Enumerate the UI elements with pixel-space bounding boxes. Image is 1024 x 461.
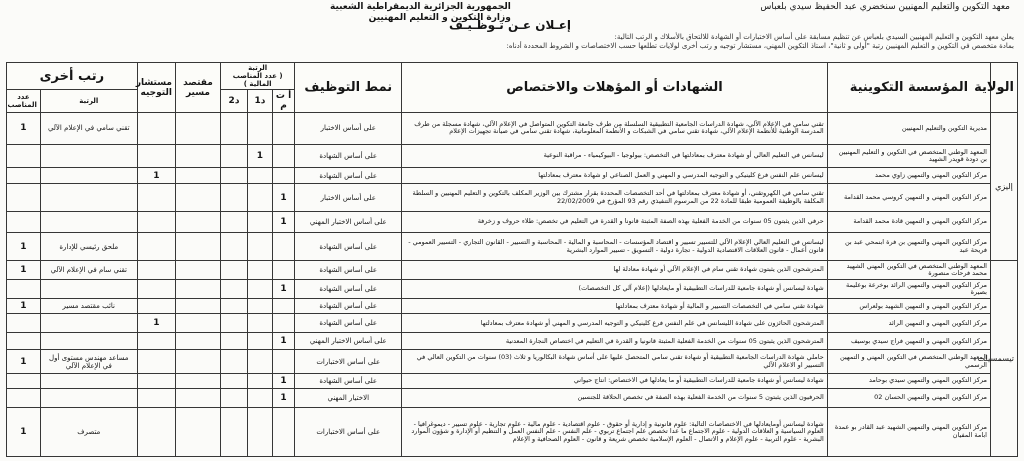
mustashar-count	[137, 144, 175, 167]
posts-count: 1	[7, 299, 41, 314]
republic-name: الجمهورية الجزائرية الديمقراطية الشعبية	[330, 2, 511, 12]
d1-count	[248, 184, 273, 212]
at-m-count	[272, 168, 295, 184]
other-rank-name	[40, 168, 137, 184]
posts-count	[7, 144, 41, 167]
other-rank-name	[40, 144, 137, 167]
posts-count	[7, 388, 41, 407]
d2-count	[220, 233, 247, 261]
qualification-cell: تقني سامي في الإعلام الآلي، شهادة الدراسات الجامعية التطبيقية السلسلة من طرف جامعة التكوين المتواصل في الإعلام الآلي، شهادة مسجلة من طرف المدرسة الوطنية للأنظمة الإعلام الآلي، شهادة تقني سامي في الشبكات و الأنظمة المعلوماتية، شهادة تقني سامي في صيانة تجهيزات الإعلام	[402, 113, 828, 145]
mode-cell: على أساس الاختبارات	[295, 350, 402, 373]
table-row	[7, 373, 1018, 388]
mode-cell: على أساس الشهادة	[295, 144, 402, 167]
at-m-count	[272, 144, 295, 167]
other-rank-name: مساعد مهندس مستوى أول في الإعلام الآلي	[40, 350, 137, 373]
intro-line-2: بمادة متخصص في التكوين و التعليم المهنيين رتبة "أولى و ثانية"، استاذ التكوين المهني، مستشار توجيه و رتب أخرى لولايات تطلعها حسب الاختصاصات و الشروط المحددة أدناه:	[506, 42, 1014, 50]
institution-cell: المعهد الوطني المتخصص في التكوين المهني الشهيد محمد فرحات منصورة	[827, 261, 990, 280]
table-row	[7, 261, 1018, 280]
qualification-cell: شهادة ليسانس أو شهادة جامعية للدراسات التطبيقية أو مايعادلها (إعلام آلي كل التخصصات)	[402, 280, 828, 299]
at-m-count	[272, 314, 295, 333]
announcement-title: إعـلان عـن تـوظـيـف	[448, 18, 572, 32]
msir-count	[175, 373, 220, 388]
posts-count	[7, 280, 41, 299]
msir-count	[175, 261, 220, 280]
d2-count	[220, 407, 247, 456]
d2-count	[220, 299, 247, 314]
at-m-count	[272, 233, 295, 261]
qualification-cell: حرفي الذين يثبتون 05 سنوات من الخدمة الفعلية بهذه الصفة المثبتة قانونا و القدرة في التعليم في تخصص: طلاء حروف و زخرفة	[402, 212, 828, 233]
recruitment-table	[6, 62, 1018, 457]
other-rank-name	[40, 280, 137, 299]
mode-cell: على أساس الشهادة	[295, 280, 402, 299]
mustashar-count	[137, 373, 175, 388]
d2-count	[220, 314, 247, 333]
rank-group-sub: ( عدد المناصب المالية )	[232, 72, 283, 88]
mode-cell: على أساس الاختبارات	[295, 407, 402, 456]
d2-count	[220, 144, 247, 167]
d1-count	[248, 350, 273, 373]
d1-count	[248, 113, 273, 145]
mode-cell: على أساس الشهادة	[295, 373, 402, 388]
ministry-name: وزارة التكوين و التعليم المهنيين	[368, 13, 511, 23]
table-row	[7, 168, 1018, 184]
qualification-cell: شهادة ليسانس أومايعادلها في الاختصاصات التالية: علوم قانونية و إدارية أو حقوق - علوم اقتصادية - علوم مالية - علوم تجارية - علوم تسيير - ديموغرافيا - العلوم السياسية و العلاقات الدولية - علوم الاجتماع ما عدا تخصص علم اجتماع تربوي - علم النفس - علم النفس العمل و التنظيم أو الإدارة و شؤون الموارد البشرية - علوم التربية - علوم الإعلام و الاتصال - العلوم الإسلامية تخصص شريعة و قانون - العلوم الصحافية و الإعلام	[402, 407, 828, 456]
qualification-cell: المترشحون الذين يثبتون 05 سنوات من الخدمة الفعلية المثبتة قانونيا و القدرة في التعليم في اختصاص النجارة المعدنية	[402, 333, 828, 350]
d1-count	[248, 233, 273, 261]
mode-cell: على أساس الشهادة	[295, 299, 402, 314]
col-institution: المؤسسة التكوينية	[827, 63, 990, 113]
at-m-count	[272, 299, 295, 314]
d2-count	[220, 388, 247, 407]
msir-count	[175, 113, 220, 145]
mustashar-count: 1	[137, 314, 175, 333]
mustashar-count	[137, 333, 175, 350]
mustashar-count	[137, 299, 175, 314]
table-row	[7, 350, 1018, 373]
table-row	[7, 333, 1018, 350]
mode-cell: على أساس الشهادة	[295, 261, 402, 280]
col-rank-group	[220, 63, 294, 90]
other-rank-name	[40, 212, 137, 233]
mode-cell: على أساس الاختبار	[295, 184, 402, 212]
msir-count	[175, 144, 220, 167]
institution-cell: المعهد الوطني المتخصص في التكوين و التعليم المهنيين بن دودة قويدر الشهيد	[827, 144, 990, 167]
col-d2: د2	[220, 90, 247, 113]
mustashar-count	[137, 350, 175, 373]
rank-group-label: الرتبة	[248, 64, 268, 72]
other-rank-name	[40, 184, 137, 212]
mustashar-count	[137, 261, 175, 280]
d2-count	[220, 261, 247, 280]
mode-cell: على أساس الاختبار المهني	[295, 333, 402, 350]
d2-count	[220, 212, 247, 233]
qualification-cell: المترشحون الذين يثبتون شهادة تقني سام في الإعلام الآلي أو شهادة معادلة لها	[402, 261, 828, 280]
d2-count	[220, 113, 247, 145]
mustashar-count	[137, 113, 175, 145]
other-rank-name: ملحق رئيسي للإدارة	[40, 233, 137, 261]
msir-count	[175, 299, 220, 314]
table-body	[7, 113, 1018, 457]
mustashar-count	[137, 388, 175, 407]
posts-count: 1	[7, 407, 41, 456]
table-row	[7, 113, 1018, 145]
table-row	[7, 212, 1018, 233]
wilaya-cell: تيسمسيلت	[990, 261, 1017, 457]
institution-cell: مركز التكوين المهني والتمهين زاوي محمد	[827, 168, 990, 184]
posts-count	[7, 168, 41, 184]
intro-line-1: يعلن معهد التكوين و التعليم المهنيين السيدي بلعباس عن تنظيم مسابقة على أساس الاختبارات أو الشهادة للالتحاق بالأسلاك و الرتب التالية:	[614, 33, 1014, 41]
institution-cell: مركز التكوين المهني والتمهين الشهيد عبد القادر بو عمدة ابامة المفيان	[827, 407, 990, 456]
table-row	[7, 184, 1018, 212]
mode-cell: الاختيار المهني	[295, 388, 402, 407]
col-other-ranks: رتب أخرى	[7, 63, 138, 90]
msir-count	[175, 333, 220, 350]
mode-cell: على أساس الشهادة	[295, 314, 402, 333]
posts-count	[7, 212, 41, 233]
institute-header	[760, 2, 1010, 13]
posts-count: 1	[7, 350, 41, 373]
other-rank-name	[40, 373, 137, 388]
qualification-cell: ليسانس علم النفس فرع كلينيكي و التوجيه المدرسي و المهني و العمل الصناعي او شهادة معترف بمعادلتها	[402, 168, 828, 184]
d2-count	[220, 184, 247, 212]
mode-cell: على أساس الاختبار المهني	[295, 212, 402, 233]
at-m-count: 1	[272, 184, 295, 212]
msir-count	[175, 280, 220, 299]
posts-count: 1	[7, 233, 41, 261]
d1-count	[248, 280, 273, 299]
posts-count: 1	[7, 113, 41, 145]
wilaya-cell: إليزي	[990, 113, 1017, 261]
posts-count	[7, 373, 41, 388]
mustashar-count	[137, 233, 175, 261]
mustashar-count	[137, 184, 175, 212]
mode-cell: على أساس الاختبار	[295, 113, 402, 145]
qualification-cell: المترشحون الحائزون على شهادة الليسانس في علم النفس فرع كلينيكي و التوجيه المدرسي و المهني أو شهادة معترف بمعادلتها	[402, 314, 828, 333]
col-qualifications: الشهادات أو المؤهلات والاختصاص	[402, 63, 828, 113]
institute-name: معهد التكوين والتعليم المهنيين سنخضري عبد الحفيظ سيدي بلعباس	[760, 2, 1010, 12]
other-rank-name: نائب مقتصد مسير	[40, 299, 137, 314]
d1-count	[248, 314, 273, 333]
col-wilaya: الولاية	[990, 63, 1017, 113]
at-m-count: 1	[272, 212, 295, 233]
institution-cell: مركز التكوين المهني والتمهين سيدي بوحامد	[827, 373, 990, 388]
institution-cell: مركز التكوين المهني و التمهين قادة محمد القدامة	[827, 212, 990, 233]
mode-cell: على أساس الشهادة	[295, 168, 402, 184]
institution-cell: مركز التكوين المهني و التمهين فراج سيدي بوسيف	[827, 333, 990, 350]
col-mode: نمط التوظيف	[295, 63, 402, 113]
posts-count	[7, 184, 41, 212]
at-m-count	[272, 350, 295, 373]
msir-count	[175, 184, 220, 212]
d1-count	[248, 407, 273, 456]
mustashar-count	[137, 212, 175, 233]
d2-count	[220, 350, 247, 373]
d1-count	[248, 168, 273, 184]
at-m-count	[272, 261, 295, 280]
qualification-cell: تقني سامي في الكهروتقني، أو شهادة معترف بمعادلتها في أحد التخصصات المحددة بقرار مشترك بين الوزير المكلف بالتكوين و التعليم المهنيين و السلطة المكلفة بالوظيفة العمومية طبقا للمادة 22 من المرسوم التنفيذي رقم 93 المؤرخ في 22/02/2009	[402, 184, 828, 212]
institution-cell: مركز التكوين المهني و التمهين الرائد	[827, 314, 990, 333]
other-rank-name: تقني سامي في الإعلام الآلي	[40, 113, 137, 145]
at-m-count: 1	[272, 388, 295, 407]
mustashar-count	[137, 407, 175, 456]
mustashar-count: 1	[137, 168, 175, 184]
institution-cell: مركز التكوين المهني و التمهين كروسي محمد القدامة	[827, 184, 990, 212]
col-at-m: أ ت م	[272, 90, 295, 113]
table-row	[7, 299, 1018, 314]
at-m-count	[272, 113, 295, 145]
other-rank-name	[40, 333, 137, 350]
institution-cell: المعهد الوطني المتخصص في التكوين المهني و التمهين الرسمي	[827, 350, 990, 373]
qualification-cell: ليسانس في التعليم العالي أو شهادة معترف بمعادلتها في التخصص: بيولوجيا - البيوكيمياء - مراقبة النوعية	[402, 144, 828, 167]
col-msir: مقتصد مسير	[175, 63, 220, 113]
other-rank-name: تقني سام في الإعلام الآلي	[40, 261, 137, 280]
msir-count	[175, 212, 220, 233]
table-row	[7, 407, 1018, 456]
table-row	[7, 314, 1018, 333]
msir-count	[175, 407, 220, 456]
d1-count	[248, 299, 273, 314]
mustashar-count	[137, 280, 175, 299]
d1-count: 1	[248, 144, 273, 167]
msir-count	[175, 314, 220, 333]
table-row	[7, 388, 1018, 407]
at-m-count: 1	[272, 373, 295, 388]
institution-cell: مركز التكوين المهني والتمهين بن فرة ابنمحي عبد بن فريحة عبد	[827, 233, 990, 261]
at-m-count: 1	[272, 280, 295, 299]
d1-count	[248, 373, 273, 388]
qualification-cell: ليسانس في التعليم العالي الإعلام الآلي للتسيير تسيير و اقتصاد المؤسسات - المحاسبة و المالية - المحاسبة و التسيير - القانون التجاري - التسيير العمومي - قانون أعمال - قانون العلاقات الاقتصادية الدولية - تجارة دولية - التسويق - تسيير الموارد البشرية	[402, 233, 828, 261]
other-rank-name	[40, 314, 137, 333]
posts-count	[7, 333, 41, 350]
institution-cell: مركز التكوين المهني والتمهين الرائد بوخرعة بوعليمة بصيرة	[827, 280, 990, 299]
qualification-cell: شهادة ليسانس أو شهادة جامعية للدراسات التطبيقية أو ما يعادلها في الاختصاص: انتاج حيواني	[402, 373, 828, 388]
other-rank-name	[40, 388, 137, 407]
d1-count	[248, 333, 273, 350]
msir-count	[175, 350, 220, 373]
qualification-cell: شهادة تقني سامي في التخصصات التسيير و المالية أو شهادة معترف بمعادلتها	[402, 299, 828, 314]
d1-count	[248, 212, 273, 233]
other-rank-name: متصرف	[40, 407, 137, 456]
d2-count	[220, 373, 247, 388]
at-m-count: 1	[272, 333, 295, 350]
d2-count	[220, 168, 247, 184]
qualification-cell: حاملي شهادة الدراسات الجامعية التطبيقية أو شهادة تقني سامي المتحصل عليها على أساس شهادة البكالوريا و ثلاث (03) سنوات من التكوين العالي في التسيير او الاعلام الآلي	[402, 350, 828, 373]
table-row	[7, 233, 1018, 261]
qualification-cell: الحرفيون الذين يثبتون 5 سنوات من الخدمة الفعلية بهذه الصفة في تخصص الحلاقة للجنسين	[402, 388, 828, 407]
d2-count	[220, 333, 247, 350]
mode-cell: على أساس الشهادة	[295, 233, 402, 261]
msir-count	[175, 233, 220, 261]
col-d1: د1	[248, 90, 273, 113]
msir-count	[175, 388, 220, 407]
col-posts-count: عدد المناصب	[7, 90, 41, 113]
table-row	[7, 144, 1018, 167]
d1-count	[248, 261, 273, 280]
d1-count	[248, 388, 273, 407]
posts-count	[7, 314, 41, 333]
announcement-intro	[4, 33, 1014, 51]
institution-cell: مديرية التكوين والتعليم المهنيين	[827, 113, 990, 145]
at-m-count	[272, 407, 295, 456]
table-row	[7, 280, 1018, 299]
institution-cell: مركز التكوين المهني و التمهين الشهيد بولعراس	[827, 299, 990, 314]
col-mustashar: مستشار التوجيه	[137, 63, 175, 113]
d2-count	[220, 280, 247, 299]
posts-count: 1	[7, 261, 41, 280]
col-other-rank-name: الرتبة	[40, 90, 137, 113]
institution-cell: مركز التكوين المهني والتمهين الحسان 02	[827, 388, 990, 407]
msir-count	[175, 168, 220, 184]
